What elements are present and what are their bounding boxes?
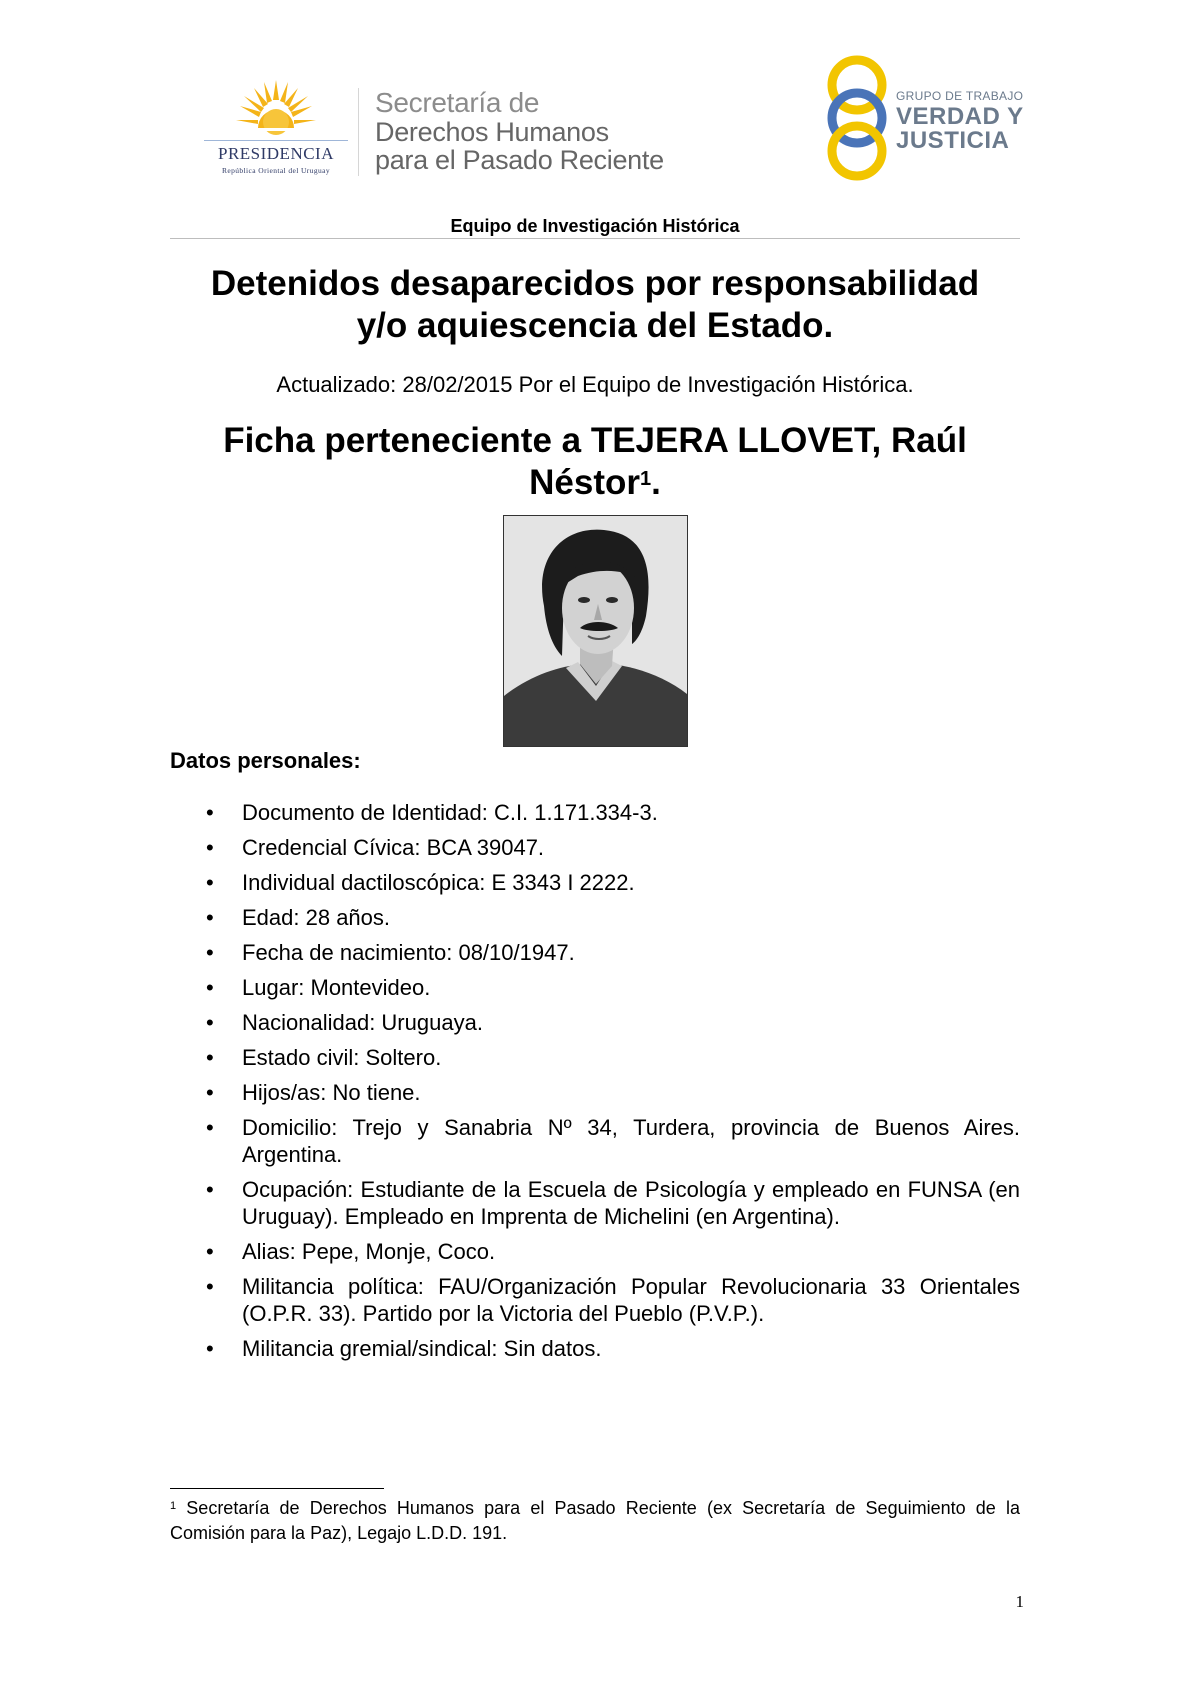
footnote-ref[interactable]: 1 xyxy=(640,468,652,490)
list-item: • Domicilio: Trejo y Sanabria Nº 34, Turdera, provincia de Buenos Aires. Argentina. xyxy=(202,1114,1020,1168)
list-item: • Militancia política: FAU/Organización Popular Revolucionaria 33 Orientales (O.P.R. 33). Partido por la Victoria del Pueblo (P.V.P.). xyxy=(202,1273,1020,1327)
logo-divider-line xyxy=(204,140,348,141)
verdad-label: VERDAD Y xyxy=(896,103,1024,130)
secretaria-line-1: Secretaría de xyxy=(375,87,540,118)
grupo-label: GRUPO DE TRABAJO xyxy=(896,89,1024,103)
ficha-title xyxy=(170,420,1020,504)
ficha-period: . xyxy=(651,463,661,502)
sun-emblem-icon xyxy=(236,78,316,140)
presidencia-logo xyxy=(196,78,356,178)
ficha-name-end: Néstor xyxy=(529,463,640,502)
list-item: • Hijos/as: No tiene. xyxy=(202,1079,1020,1106)
justicia-label: JUSTICIA xyxy=(896,127,1010,154)
ficha-line-1: Ficha perteneciente a TEJERA LLOVET, Raúl xyxy=(223,421,967,460)
portrait-image xyxy=(504,516,687,746)
list-item: • Ocupación: Estudiante de la Escuela de Psicología y empleado en FUNSA (en Uruguay). Empleado en Imprenta de Michelini (en Argentina). xyxy=(202,1176,1020,1230)
presidencia-subtitle: República Oriental del Uruguay xyxy=(221,166,330,175)
title-line-1: Detenidos desaparecidos por responsabilidad xyxy=(210,264,980,303)
secretaria-line-2: Derechos Humanos xyxy=(375,117,609,147)
list-item: • Documento de Identidad: C.I. 1.171.334-3. xyxy=(202,799,1020,826)
footnote-separator xyxy=(170,1488,384,1489)
section-datos-personales: Datos personales: xyxy=(170,748,361,773)
list-item: • Individual dactiloscópica: E 3343 I 2222. xyxy=(202,869,1020,896)
footnote-number: 1 xyxy=(170,1500,177,1512)
secretaria-logo-text xyxy=(375,88,664,174)
list-item: • Fecha de nacimiento: 08/10/1947. xyxy=(202,939,1020,966)
verdad-justicia-logo xyxy=(822,55,1032,185)
list-item: • Militancia gremial/sindical: Sin datos. xyxy=(202,1335,1020,1362)
portrait-photo xyxy=(503,515,688,747)
page-number: 1 xyxy=(1015,1592,1024,1611)
list-item: • Credencial Cívica: BCA 39047. xyxy=(202,834,1020,861)
footnote-text: Secretaría de Derechos Humanos para el Pasado Reciente (ex Secretaría de Seguimiento de la Comisión para la Paz), Legajo L.D.D. 191. xyxy=(170,1498,1020,1543)
list-item: • Alias: Pepe, Monje, Coco. xyxy=(202,1238,1020,1265)
footnote xyxy=(170,1496,1020,1546)
team-heading: Equipo de Investigación Histórica xyxy=(450,216,740,236)
list-item: • Nacionalidad: Uruguaya. xyxy=(202,1009,1020,1036)
ficha-line-2 xyxy=(170,462,1020,504)
list-item: • Edad: 28 años. xyxy=(202,904,1020,931)
header-divider xyxy=(358,88,359,176)
header-rule xyxy=(170,238,1020,239)
list-item: • Estado civil: Soltero. xyxy=(202,1044,1020,1071)
list-item: • Lugar: Montevideo. xyxy=(202,974,1020,1001)
linked-rings-icon xyxy=(822,55,892,181)
document-title xyxy=(170,263,1020,347)
personal-data-list xyxy=(202,799,1020,1370)
secretaria-line-3: para el Pasado Reciente xyxy=(375,145,664,175)
presidencia-name: PRESIDENCIA xyxy=(217,144,334,163)
title-line-2: y/o aquiescencia del Estado. xyxy=(356,306,834,345)
updated-line: Actualizado: 28/02/2015 Por el Equipo de Investigación Histórica. xyxy=(276,372,914,397)
